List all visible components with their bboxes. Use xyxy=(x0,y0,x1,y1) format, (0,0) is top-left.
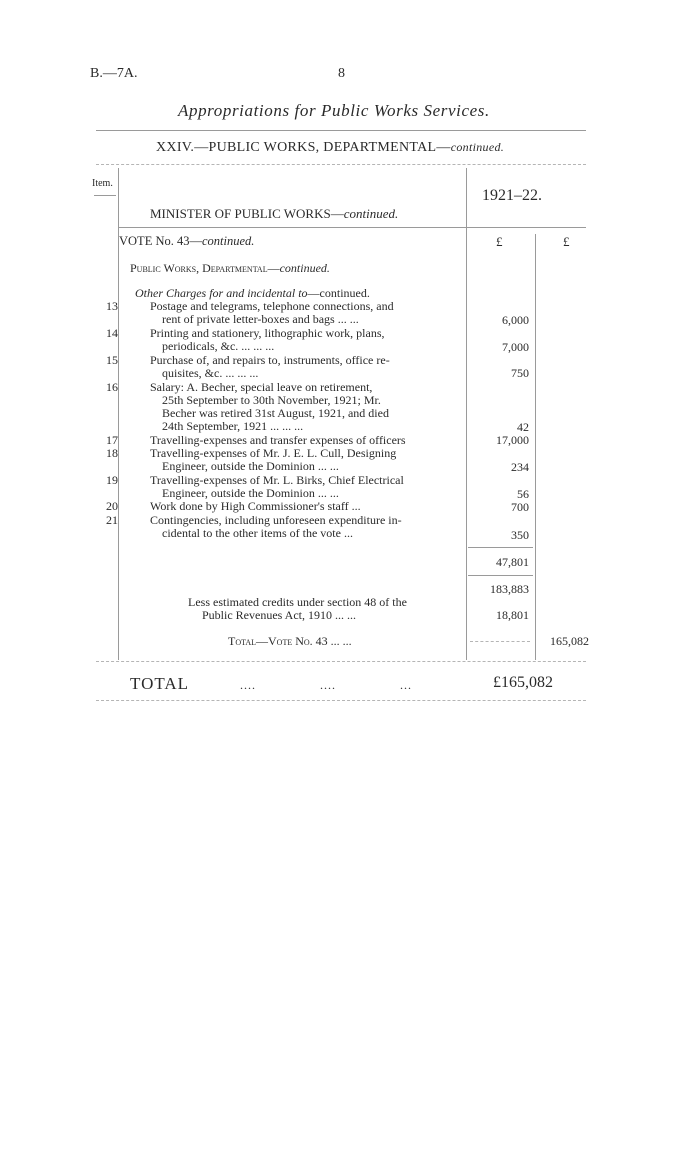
vote-heading xyxy=(119,234,254,249)
item-description-line: Travelling-expenses and transfer expenses of officers xyxy=(150,433,406,447)
item-description-line: Purchase of, and repairs to, instruments, office re- xyxy=(150,353,390,367)
item-description-line: Travelling-expenses of Mr. L. Birks, Chief Electrical xyxy=(150,473,404,487)
item-number: 18 xyxy=(106,446,118,460)
item-heading-underline xyxy=(94,195,116,196)
item-description-line: periodicals, &c. ... ... ... xyxy=(162,339,275,353)
item-description-line: 25th September to 30th November, 1921; Mr. xyxy=(162,393,381,407)
year-heading-rule xyxy=(466,227,586,228)
item-description-line: cidental to the other items of the vote ... xyxy=(162,526,353,540)
item-description-line: Becher was retired 31st August, 1921, and died xyxy=(162,406,389,420)
less-credits-line: Less estimated credits under section 48 of the xyxy=(188,595,407,609)
item-number: 16 xyxy=(106,380,118,394)
description-column-divider xyxy=(466,168,467,660)
total-vote-rule xyxy=(470,641,530,642)
total-vote-label: Total—Vote No. 43 ... ... xyxy=(228,634,352,648)
item-amount: 6,000 xyxy=(502,313,529,327)
item-number: 13 xyxy=(106,299,118,313)
subtotal-amount: 47,801 xyxy=(496,555,529,569)
item-amount: 750 xyxy=(511,366,529,380)
item-description-line: Postage and telegrams, telephone connections, and xyxy=(150,299,394,313)
less-credits-line: Public Revenues Act, 1910 ... ... xyxy=(202,608,356,622)
item-amount: 234 xyxy=(511,460,529,474)
item-number: 17 xyxy=(106,433,118,447)
other-charges-rest: —continued. xyxy=(307,286,370,300)
title-rule xyxy=(96,130,586,131)
item-description-line: Travelling-expenses of Mr. J. E. L. Cull, Designing xyxy=(150,446,397,460)
document-reference: B.—7A. xyxy=(90,66,138,81)
minister-rule xyxy=(118,227,466,228)
item-amount: 350 xyxy=(511,528,529,542)
pound-sign-column-1: £ xyxy=(496,234,503,249)
table-bottom-rule xyxy=(96,661,586,662)
grand-total-leader: .... .... ... xyxy=(240,678,412,692)
item-description-line: quisites, &c. ... ... ... xyxy=(162,366,259,380)
vote-cont: continued. xyxy=(201,234,255,248)
item-amount: 17,000 xyxy=(496,433,529,447)
subtotal-rule-lower xyxy=(468,575,533,576)
gross-amount: 183,883 xyxy=(490,582,529,596)
amount-column-divider xyxy=(535,234,536,660)
section-heading-cont: continued. xyxy=(450,140,505,154)
year-heading: 1921–22. xyxy=(482,187,542,204)
subhead-text: Public Works, Departmental— xyxy=(130,261,280,275)
grand-total-amount: £165,082 xyxy=(493,674,553,691)
subtotal-rule xyxy=(468,547,533,548)
vote-text: VOTE No. 43— xyxy=(119,234,202,248)
other-charges-italic: Other Charges for and incidental to xyxy=(135,286,308,300)
item-number: 14 xyxy=(106,326,118,340)
item-number: 20 xyxy=(106,499,118,513)
item-number: 15 xyxy=(106,353,118,367)
item-amount: 700 xyxy=(511,500,529,514)
item-description-line: 24th September, 1921 ... ... ... xyxy=(162,419,304,433)
item-amount: 7,000 xyxy=(502,340,529,354)
subhead xyxy=(130,261,330,276)
page-number: 8 xyxy=(338,66,345,81)
item-description-line: Work done by High Commissioner's staff ... xyxy=(150,499,361,513)
section-heading-text: XXIV.—PUBLIC WORKS, DEPARTMENTAL— xyxy=(156,140,451,155)
less-credits-amount: 18,801 xyxy=(496,608,529,622)
page-title: Appropriations for Public Works Services. xyxy=(178,101,490,120)
subhead-cont: continued. xyxy=(279,261,330,275)
section-heading xyxy=(156,140,504,156)
minister-cont: continued. xyxy=(343,206,399,221)
item-description-line: Engineer, outside the Dominion ... ... xyxy=(162,486,339,500)
section-rule xyxy=(96,164,586,165)
item-description-line: Salary: A. Becher, special leave on retirement, xyxy=(150,380,373,394)
item-description-line: Contingencies, including unforeseen expenditure in- xyxy=(150,513,402,527)
item-amount: 56 xyxy=(517,487,529,501)
item-description-line: rent of private letter-boxes and bags ... ... xyxy=(162,312,359,326)
item-number: 21 xyxy=(106,513,118,527)
item-column-heading: Item. xyxy=(92,178,113,189)
item-description-line: Engineer, outside the Dominion ... ... xyxy=(162,459,339,473)
pound-sign-column-2: £ xyxy=(563,234,570,249)
total-vote-amount: 165,082 xyxy=(550,634,589,648)
grand-total-label: TOTAL xyxy=(130,674,190,693)
minister-heading xyxy=(150,206,398,222)
item-number: 19 xyxy=(106,473,118,487)
item-amount: 42 xyxy=(517,420,529,434)
item-description-line: Printing and stationery, lithographic work, plans, xyxy=(150,326,385,340)
minister-text: MINISTER OF PUBLIC WORKS— xyxy=(150,206,344,221)
grand-total-rule xyxy=(96,700,586,701)
